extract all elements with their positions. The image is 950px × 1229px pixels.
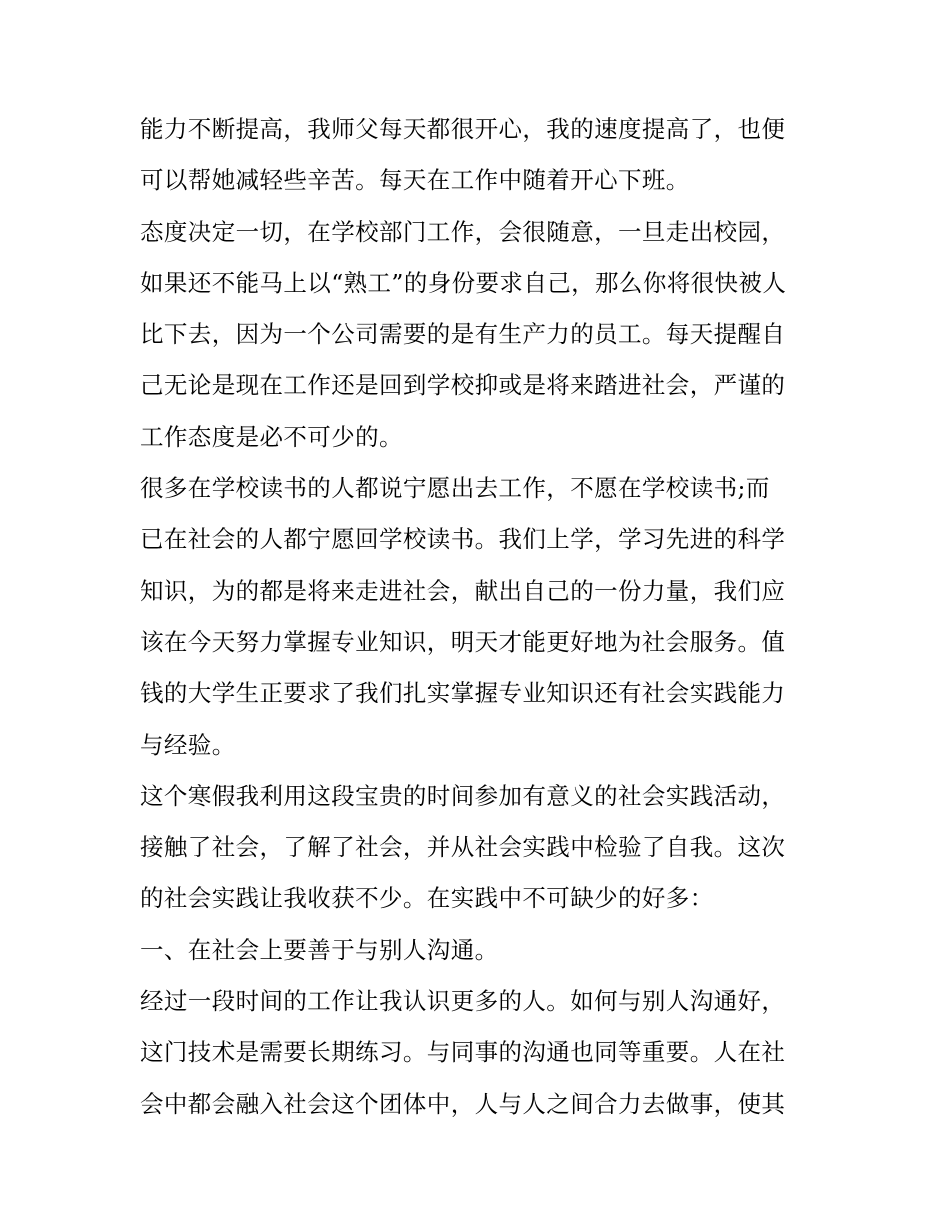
text-line: 该在今天努力掌握专业知识，明天才能更好地为社会服务。值 [140, 627, 786, 656]
text-line: 这个寒假我利用这段宝贵的时间参加有意义的社会实践活动， [140, 781, 786, 810]
text-line: 这门技术是需要长期练习。与同事的沟通也同等重要。人在社 [140, 1038, 786, 1067]
text-line: 工作态度是必不可少的。 [140, 422, 403, 451]
section-heading: 一、在社会上要善于与别人沟通。 [140, 935, 499, 964]
text-line: 己无论是现在工作还是回到学校抑或是将来踏进社会，严谨的 [140, 371, 786, 400]
text-line: 会中都会融入社会这个团体中，人与人之间合力去做事，使其 [140, 1089, 786, 1118]
text-line: 可以帮她减轻些辛苦。每天在工作中随着开心下班。 [140, 166, 690, 195]
text-line: 态度决定一切，在学校部门工作，会很随意，一旦走出校园， [140, 217, 786, 246]
text-line: 与经验。 [140, 730, 236, 759]
text-line: 经过一段时间的工作让我认识更多的人。如何与别人沟通好， [140, 987, 786, 1016]
text-line: 的社会实践让我收获不少。在实践中不可缺少的好多： [140, 884, 714, 913]
text-line: 如果还不能马上以“熟工”的身份要求自己，那么你将很快被人 [140, 268, 787, 297]
text-line: 能力不断提高，我师父每天都很开心，我的速度提高了，也便 [140, 115, 786, 143]
text-line: 钱的大学生正要求了我们扎实掌握专业知识还有社会实践能力 [140, 679, 786, 708]
text-line: 知识，为的都是将来走进社会，献出自己的一份力量，我们应 [140, 576, 786, 605]
text-line: 比下去，因为一个公司需要的是有生产力的员工。每天提醒自 [140, 320, 786, 349]
document-body [140, 104, 820, 1130]
text-line: 很多在学校读书的人都说宁愿出去工作，不愿在学校读书;而 [140, 474, 770, 503]
text-line: 已在社会的人都宁愿回学校读书。我们上学，学习先进的科学 [140, 525, 786, 554]
text-line: 接触了社会，了解了社会，并从社会实践中检验了自我。这次 [140, 833, 786, 862]
